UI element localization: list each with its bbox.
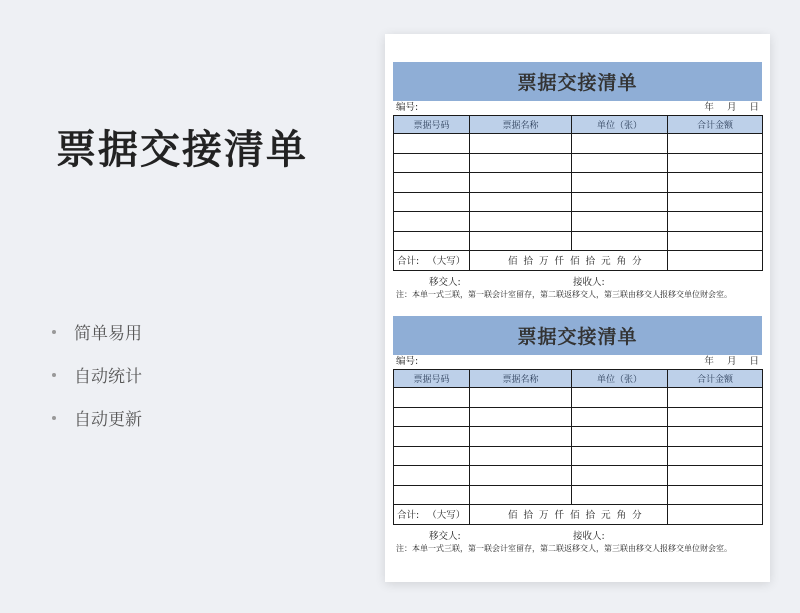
table-cell[interactable] xyxy=(470,173,572,193)
table-cell[interactable] xyxy=(394,153,470,173)
table-cell[interactable] xyxy=(470,427,572,447)
table-cell[interactable] xyxy=(668,192,763,212)
signature-row xyxy=(393,525,762,541)
table-cell[interactable] xyxy=(394,173,470,193)
table-cell[interactable] xyxy=(668,466,763,486)
table-row xyxy=(394,153,763,173)
table-row xyxy=(394,427,763,447)
date-label xyxy=(694,101,759,115)
table-row xyxy=(394,231,763,251)
table-cell[interactable] xyxy=(668,446,763,466)
column-header: 票据名称 xyxy=(470,370,572,388)
table-header-row xyxy=(394,370,763,388)
unit-label: 角 xyxy=(616,510,628,522)
table-cell[interactable] xyxy=(470,134,572,154)
unit-label: 分 xyxy=(632,256,643,268)
handover-table xyxy=(393,369,763,525)
feature-label: 自动更新 xyxy=(74,410,142,430)
table-cell[interactable] xyxy=(470,153,572,173)
table-row xyxy=(394,192,763,212)
table-row xyxy=(394,134,763,154)
form-title: 票据交接清单 xyxy=(393,62,762,101)
form-meta-row xyxy=(393,355,762,369)
total-amount-cell[interactable] xyxy=(668,505,763,525)
total-label-cell xyxy=(394,251,470,271)
table-cell[interactable] xyxy=(668,134,763,154)
handover-label: 移交人: xyxy=(429,276,461,288)
unit-label: 佰 xyxy=(508,256,519,268)
unit-label: 拾 xyxy=(523,510,535,522)
column-header: 合计金额 xyxy=(668,370,763,388)
total-label: 合计: xyxy=(397,256,420,268)
table-cell[interactable] xyxy=(668,212,763,232)
feature-item xyxy=(52,310,142,353)
table-cell[interactable] xyxy=(572,466,668,486)
total-row xyxy=(394,505,763,525)
unit-label: 元 xyxy=(601,510,612,522)
handover-table xyxy=(393,115,763,271)
table-row xyxy=(394,485,763,505)
feature-label: 简单易用 xyxy=(74,324,142,344)
table-cell[interactable] xyxy=(470,212,572,232)
feature-item xyxy=(52,353,142,396)
table-cell[interactable] xyxy=(668,153,763,173)
amount-units[interactable] xyxy=(470,251,668,271)
column-header: 合计金额 xyxy=(668,116,763,134)
form-meta-row xyxy=(393,101,762,115)
unit-label: 佰 xyxy=(570,510,581,522)
table-cell[interactable] xyxy=(572,192,668,212)
table-cell[interactable] xyxy=(470,466,572,486)
table-row xyxy=(394,407,763,427)
table-row xyxy=(394,212,763,232)
table-cell[interactable] xyxy=(394,407,470,427)
table-cell[interactable] xyxy=(470,192,572,212)
total-row xyxy=(394,251,763,271)
column-header: 单位（张） xyxy=(572,370,668,388)
number-label: 编号: xyxy=(396,356,419,367)
table-cell[interactable] xyxy=(572,485,668,505)
date-label xyxy=(694,355,759,369)
receiver-label: 接收人: xyxy=(573,276,605,288)
table-cell[interactable] xyxy=(572,427,668,447)
unit-label: 佰 xyxy=(570,256,581,268)
unit-label: 佰 xyxy=(508,510,519,522)
total-daxie-label: （大写） xyxy=(427,256,466,268)
year-label: 年 xyxy=(704,356,714,367)
bullet-icon xyxy=(52,373,56,377)
handover-label: 移交人: xyxy=(429,530,461,542)
total-amount-cell[interactable] xyxy=(668,251,763,271)
total-label: 合计: xyxy=(397,510,420,522)
table-cell[interactable] xyxy=(668,407,763,427)
table-row xyxy=(394,446,763,466)
table-cell[interactable] xyxy=(470,446,572,466)
table-cell[interactable] xyxy=(668,388,763,408)
unit-label: 万 xyxy=(539,256,550,268)
table-cell[interactable] xyxy=(394,388,470,408)
column-header: 票据名称 xyxy=(470,116,572,134)
table-cell[interactable] xyxy=(394,466,470,486)
handover-form-1 xyxy=(393,62,762,300)
column-header: 票据号码 xyxy=(394,370,470,388)
table-cell[interactable] xyxy=(572,134,668,154)
table-cell[interactable] xyxy=(668,231,763,251)
column-header: 单位（张） xyxy=(572,116,668,134)
month-label: 月 xyxy=(726,102,737,113)
handover-form-2 xyxy=(393,316,762,554)
hero-title: 票据交接清单 xyxy=(56,127,308,173)
bullet-icon xyxy=(52,416,56,420)
bullet-icon xyxy=(52,330,56,334)
table-cell[interactable] xyxy=(572,231,668,251)
table-cell[interactable] xyxy=(394,231,470,251)
day-label: 日 xyxy=(749,356,759,367)
document-preview xyxy=(385,34,770,582)
table-cell[interactable] xyxy=(394,212,470,232)
unit-label: 拾 xyxy=(585,256,597,268)
feature-item xyxy=(52,396,142,439)
total-label-cell xyxy=(394,505,470,525)
table-cell[interactable] xyxy=(394,427,470,447)
unit-label: 万 xyxy=(539,510,550,522)
table-cell[interactable] xyxy=(572,212,668,232)
form-note: 注：本单一式三联，第一联会计室留存，第二联返移交人，第三联由移交人报移交单位财会室。 xyxy=(396,289,732,299)
feature-list xyxy=(52,310,142,439)
table-cell[interactable] xyxy=(572,153,668,173)
table-cell[interactable] xyxy=(394,192,470,212)
table-cell[interactable] xyxy=(470,485,572,505)
unit-label: 分 xyxy=(632,510,643,522)
table-row xyxy=(394,388,763,408)
column-header: 票据号码 xyxy=(394,116,470,134)
table-cell[interactable] xyxy=(572,173,668,193)
number-label: 编号: xyxy=(396,102,419,113)
unit-label: 拾 xyxy=(585,510,597,522)
table-cell[interactable] xyxy=(470,388,572,408)
form-title: 票据交接清单 xyxy=(393,316,762,355)
unit-label: 仟 xyxy=(554,256,566,268)
table-cell[interactable] xyxy=(394,446,470,466)
total-daxie-label: （大写） xyxy=(427,510,466,522)
amount-units[interactable] xyxy=(470,505,668,525)
year-label: 年 xyxy=(704,102,714,113)
table-header-row xyxy=(394,116,763,134)
table-cell[interactable] xyxy=(470,407,572,427)
table-cell[interactable] xyxy=(572,446,668,466)
month-label: 月 xyxy=(726,356,737,367)
table-cell[interactable] xyxy=(470,231,572,251)
signature-row xyxy=(393,271,762,287)
table-row xyxy=(394,173,763,193)
table-cell[interactable] xyxy=(394,134,470,154)
unit-label: 拾 xyxy=(523,256,535,268)
receiver-label: 接收人: xyxy=(573,530,605,542)
table-cell[interactable] xyxy=(572,388,668,408)
table-cell[interactable] xyxy=(394,485,470,505)
feature-label: 自动统计 xyxy=(74,367,142,387)
table-cell[interactable] xyxy=(668,485,763,505)
form-note: 注：本单一式三联，第一联会计室留存，第二联返移交人，第三联由移交人报移交单位财会室。 xyxy=(396,543,732,553)
unit-label: 仟 xyxy=(554,510,566,522)
table-row xyxy=(394,466,763,486)
table-cell[interactable] xyxy=(668,427,763,447)
day-label: 日 xyxy=(749,102,759,113)
table-cell[interactable] xyxy=(572,407,668,427)
unit-label: 角 xyxy=(616,256,628,268)
unit-label: 元 xyxy=(601,256,612,268)
table-cell[interactable] xyxy=(668,173,763,193)
